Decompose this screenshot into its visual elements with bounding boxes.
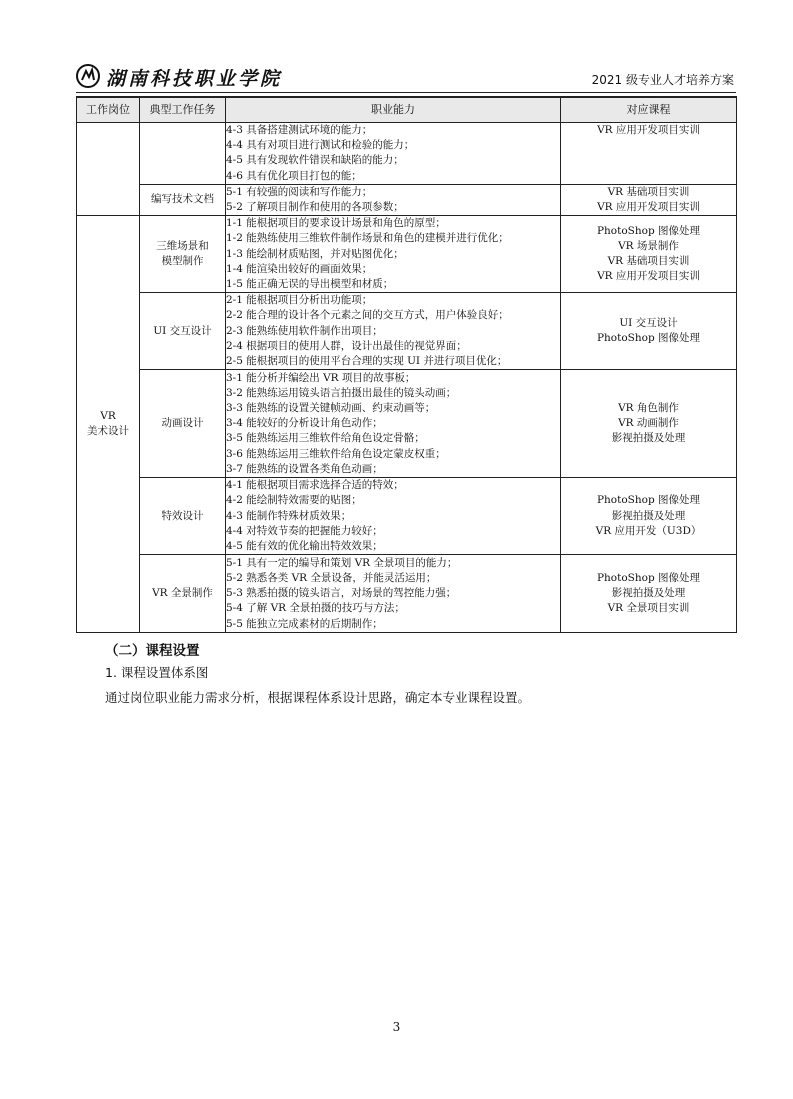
course-cell [561, 555, 737, 633]
course-line: 影视拍摄及处理 [611, 509, 686, 522]
competency-table [76, 96, 737, 633]
job-cell-vr-art-design [77, 216, 140, 633]
course-cell [561, 123, 737, 185]
task-cell [140, 123, 226, 185]
ability-line: 1-2 能熟练使用三维软件制作场景和角色的建模并进行优化； [226, 232, 509, 245]
ability-cell [226, 478, 561, 555]
table-row [77, 293, 737, 370]
task-cell [140, 216, 226, 293]
course-line: VR 场景制作 [618, 240, 679, 253]
ability-line: 4-5 具有发现软件错误和缺陷的能力； [226, 154, 404, 167]
ability-line: 4-2 能绘制特效需要的贴图； [226, 494, 362, 507]
ability-line: 1-4 能渲染出较好的画面效果； [226, 262, 373, 275]
course-line: VR 全景项目实训 [607, 602, 690, 615]
ability-line: 5-2 熟悉各类 VR 全景设备，并能灵活运用； [226, 571, 437, 584]
task-cell: 动画设计 [140, 370, 226, 478]
page-number: 3 [392, 1020, 401, 1034]
course-line: VR 应用开发项目实训 [597, 124, 700, 136]
task-cell: UI 交互设计 [140, 293, 226, 370]
ability-cell [226, 555, 561, 633]
ability-line: 3-1 能分析并编绘出 VR 项目的故事板； [226, 371, 416, 384]
course-line: 影视拍摄及处理 [611, 432, 686, 445]
ability-line: 4-4 具有对项目进行测试和检验的能力； [226, 139, 415, 152]
course-line: VR 角色制作 [618, 401, 679, 414]
course-line: PhotoShop 图像处理 [596, 332, 701, 345]
table-row [77, 478, 737, 555]
ability-cell [226, 123, 561, 185]
table-row [77, 555, 737, 633]
ability-line: 3-2 能熟练运用镜头语言拍摄出最佳的镜头动画； [226, 386, 457, 399]
section-heading: （二）课程设置 [105, 643, 200, 659]
course-line: VR 动画制作 [618, 417, 679, 430]
subsection-heading: 1. 课程设置体系图 [105, 665, 209, 680]
job-cell-continued [77, 123, 140, 216]
ability-cell [226, 216, 561, 293]
ability-line: 5-4 了解 VR 全景拍摄的技巧与方法； [226, 602, 405, 615]
ability-line: 4-4 对特效节奏的把握能力较好； [226, 524, 383, 537]
ability-line: 2-5 能根据项目的使用平台合理的实现 UI 并进行项目优化； [226, 355, 508, 368]
body-paragraph: 通过岗位职业能力需求分析，根据课程体系设计思路，确定本专业课程设置。 [105, 690, 531, 705]
table-header-row [77, 97, 737, 123]
course-cell [561, 184, 737, 215]
task-line: 模型制作 [161, 255, 204, 268]
task-line: 三维场景和 [156, 240, 209, 253]
course-line: UI 交互设计 [619, 317, 678, 330]
ability-line: 3-4 能较好的分析设计角色动作； [226, 417, 383, 430]
ability-line: 2-1 能根据项目分析出功能项； [226, 294, 373, 307]
course-line: 影视拍摄及处理 [611, 587, 686, 600]
ability-line: 2-3 能熟练使用软件制作出项目； [226, 324, 383, 337]
task-cell: VR 全景制作 [140, 555, 226, 633]
ability-line: 4-3 具备搭建测试环境的能力； [226, 124, 373, 136]
column-header-task: 典型工作任务 [140, 97, 226, 123]
course-line: VR 应用开发（U3D） [595, 524, 702, 537]
job-line: VR [100, 410, 116, 423]
school-name: 湖南科技职业学院 [106, 68, 283, 90]
task-cell: 特效设计 [140, 478, 226, 555]
course-cell [561, 478, 737, 555]
ability-cell [226, 184, 561, 215]
ability-line: 3-6 能熟练运用三维软件给角色设定蒙皮权重； [226, 447, 446, 460]
table-row [77, 216, 737, 293]
ability-line: 1-3 能绘制材质贴图，并对贴图优化； [226, 247, 404, 260]
plan-title: 2021 级专业人才培养方案 [591, 73, 734, 87]
column-header-ability: 职业能力 [226, 97, 561, 123]
ability-line: 2-4 根据项目的使用人群，设计出最佳的视觉界面； [226, 339, 467, 352]
course-line: PhotoShop 图像处理 [596, 571, 701, 584]
ability-line: 3-7 能熟练的设置各类角色动画； [226, 462, 383, 475]
school-logo-icon [76, 64, 100, 88]
job-line: 美术设计 [87, 425, 129, 438]
course-cell [561, 370, 737, 478]
ability-line: 5-1 有较强的阅读和写作能力； [226, 185, 373, 198]
ability-cell [226, 293, 561, 370]
course-cell [561, 216, 737, 293]
ability-line: 4-1 能根据项目需求选择合适的特效； [226, 479, 404, 492]
ability-line: 5-5 能独立完成素材的后期制作； [226, 617, 383, 630]
ability-line: 4-6 具有优化项目打包的能； [226, 169, 362, 182]
table-row [77, 123, 737, 185]
course-cell [561, 293, 737, 370]
course-line: VR 基础项目实训 [607, 185, 690, 198]
course-line: VR 应用开发项目实训 [597, 270, 700, 283]
ability-line: 5-2 了解项目制作和使用的各项参数； [226, 201, 404, 214]
task-cell: 编写技术文档 [140, 184, 226, 215]
column-header-job: 工作岗位 [77, 97, 140, 123]
course-line: VR 基础项目实训 [607, 255, 690, 268]
table-row [77, 370, 737, 478]
ability-line: 4-5 能有效的优化输出特效效果； [226, 540, 383, 553]
ability-line: 5-1 具有一定的编导和策划 VR 全景项目的能力； [226, 556, 458, 569]
column-header-course: 对应课程 [561, 97, 737, 123]
ability-line: 3-5 能熟练运用三维软件给角色设定骨骼； [226, 432, 425, 445]
ability-line: 3-3 能熟练的设置关键帧动画、约束动画等； [226, 401, 436, 414]
ability-line: 5-3 熟悉拍摄的镜头语言，对场景的驾控能力强； [226, 587, 457, 600]
course-line: PhotoShop 图像处理 [596, 494, 701, 507]
table-row [77, 184, 737, 215]
ability-line: 4-3 能制作特殊材质效果； [226, 509, 352, 522]
course-line: VR 应用开发项目实训 [597, 201, 700, 214]
ability-line: 1-1 能根据项目的要求设计场景和角色的原型； [226, 217, 446, 230]
course-line: PhotoShop 图像处理 [596, 224, 701, 237]
page-header [76, 62, 736, 93]
ability-line: 2-2 能合理的设计各个元素之间的交互方式，用户体验良好； [226, 309, 509, 322]
ability-cell [226, 370, 561, 478]
ability-line: 1-5 能正确无误的导出模型和材质； [226, 278, 394, 291]
